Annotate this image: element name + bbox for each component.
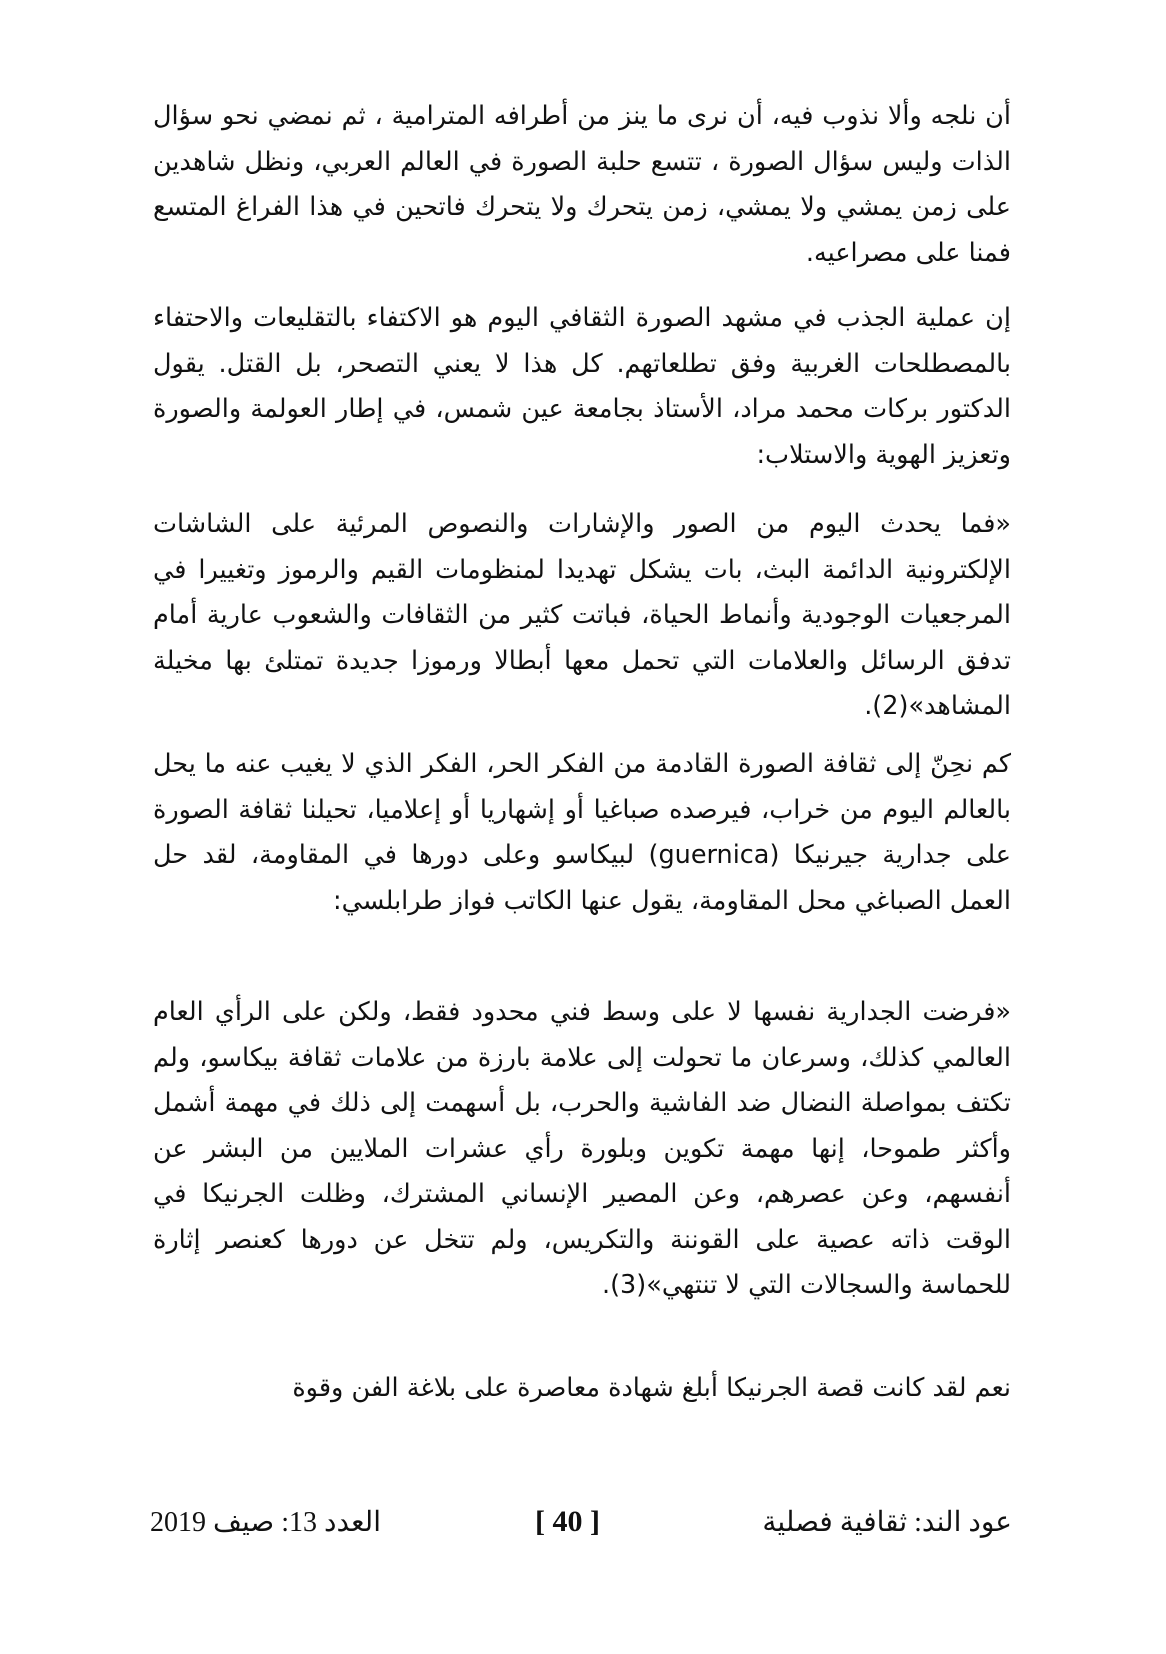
page-number: [ 40 ] xyxy=(535,1505,600,1538)
quote-fawaz-traboulsi: «فرضت الجدارية نفسها لا على وسط فني محدود فقط، ولكن على الرأي العام العالمي كذلك، وسرعان ما تحولت إلى علامة بارزة من علامات ثقافة بيكاسو، ولم تكتف بمواصلة النضال ضد الفاشية والحرب، بل أسهمت إلى ذلك في مهمة أشمل وأكثر طموحا، إنها مهمة تكوين وبلورة رأي عشرات الملايين من البشر عن أنفسهم، وعن عصرهم، وعن المصير الإنساني المشترك، وظلت الجرنيكا في الوقت ذاته عصية على القوننة والتكريس، ولم تتخل عن دورها كعنصر إثارة للحماسة والسجالات التي لا تنتهي»(3). xyxy=(153,997,1011,1300)
paragraph-guernica: كم نحِنّ إلى ثقافة الصورة القادمة من الفكر الحر، الفكر الذي لا يغيب عنه ما يحل بالعالم اليوم من خراب، فيرصده صباغيا أو إشهاريا أو إعلاميا، تحيلنا ثقافة الصورة على جدارية جيرنيكا (guernica) لبيكاسو وعلى دورها في المقاومة، لقد حل العمل الصباغي محل المقاومة، يقول عنها الكاتب فواز طرابلسي: xyxy=(153,749,1011,916)
quote-barakat-murad: «فما يحدث اليوم من الصور والإشارات والنصوص المرئية على الشاشات الإلكترونية الدائمة البث، بات يشكل تهديدا لمنظومات القيم والرموز وتغييرا في المرجعيات الوجودية وأنماط الحياة، فباتت كثير من الثقافات والشعوب عارية أمام تدفق الرسائل والعلامات التي تحمل معها أبطالا ورموزا جديدة تمتلئ بها مخيلة المشاهد»(2). xyxy=(153,509,1011,721)
paragraph-intro: أن نلجه وألا نذوب فيه، أن نرى ما ينز من أطرافه المترامية ، ثم نمضي نحو سؤال الذات وليس سؤال الصورة ، تتسع حلبة الصورة في العالم العربي، ونظل شاهدين على زمن يمشي ولا يمشي، زمن يتحرك ولا يتحرك فاتحين في هذا الفراغ المتسع فمنا على مصراعيه. xyxy=(153,101,1011,268)
paragraph-closing: نعم لقد كانت قصة الجرنيكا أبلغ شهادة معاصرة على بلاغة الفن وقوة xyxy=(292,1373,1011,1403)
journal-title: عود الند: ثقافية فصلية xyxy=(762,1507,1012,1538)
issue-info: العدد 13: صيف 2019 xyxy=(150,1507,381,1538)
page-footer xyxy=(150,1505,1012,1555)
paragraph-cultural-attraction: إن عملية الجذب في مشهد الصورة الثقافي اليوم هو الاكتفاء بالتقليعات والاحتفاء بالمصطلحات الغربية وفق تطلعاتهم. كل هذا لا يعني التصحر، بل القتل. يقول الدكتور بركات محمد مراد، الأستاذ بجامعة عين شمس، في إطار العولمة والصورة وتعزيز الهوية والاستلاب: xyxy=(153,303,1011,470)
